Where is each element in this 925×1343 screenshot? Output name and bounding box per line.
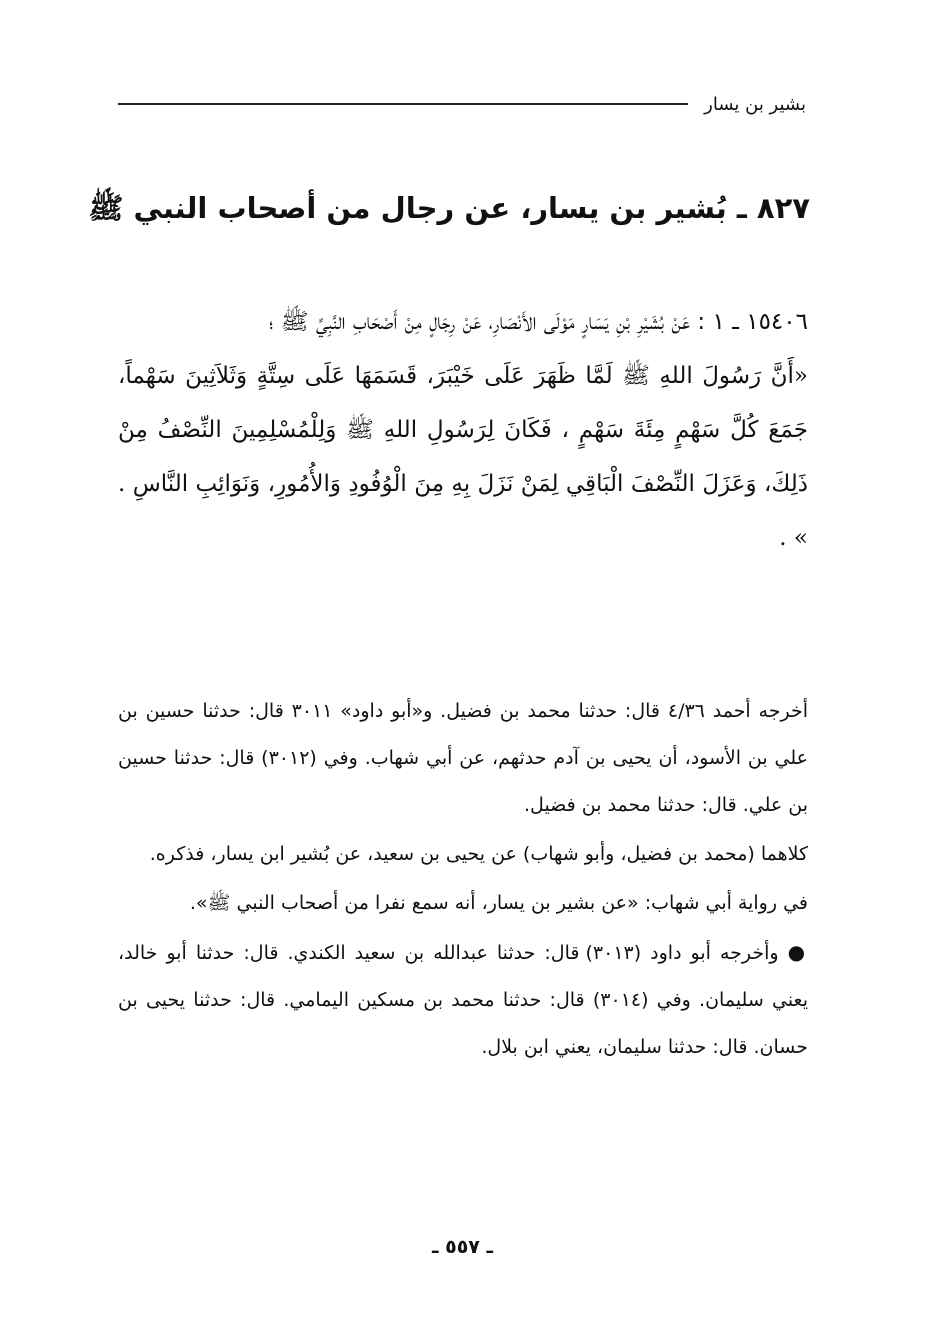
hadith-isnad: عَنْ بُشَيْرِ بْنِ يَسَارٍ مَوْلَى الأَنْصَارِ، عَنْ رِجَالٍ مِنْ أَصْحَابِ النَّبِيِّ ﷺ ؛: [268, 309, 691, 335]
bullet-icon: ●: [787, 940, 809, 964]
header-rule: [118, 103, 688, 105]
running-header: [118, 92, 806, 116]
note-paragraph-1: أخرجه أحمد ٤/٣٦ قال: حدثنا محمد بن فضيل. و«أبو داود» ٣٠١١ قال: حدثنا حسين بن علي بن الأسود، أن يحيى بن آدم حدثهم، عن أبي شهاب. وفي (٣٠١٢) قال: حدثنا حسين بن علي. قال: حدثنا محمد بن فضيل.: [118, 700, 809, 816]
note-paragraph-4: [118, 929, 808, 1071]
note-paragraph-2: كلاهما (محمد بن فضيل، وأبو شهاب) عن يحيى بن سعيد، عن بُشير ابن يسار، فذكره.: [149, 843, 808, 865]
hadith-matn: «أَنَّ رَسُولَ اللهِ ﷺ لَمَّا ظَهَرَ عَلَى خَيْبَرَ، قَسَمَهَا عَلَى سِتَّةٍ وَثَلاَثِينَ سَهْماً، جَمَعَ كُلَّ سَهْمٍ مِئَةَ سَهْمٍ ، فَكَانَ لِرَسُولِ اللهِ ﷺ وَلِلْمُسْلِمِينَ النِّصْفُ مِنْ ذَلِكَ، وَعَزَلَ النِّصْفَ الْبَاقِي لِمَنْ نَزَلَ بِهِ مِنَ الْوُفُودِ وَالأُمُورِ، وَنَوَائِبِ النَّاسِ . » .: [118, 363, 808, 551]
note-paragraph-4-text: وأخرجه أبو داود (٣٠١٣) قال: حدثنا عبدالله بن سعيد الكندي. قال: حدثنا أبو خالد، يعني سليمان. وفي (٣٠١٤) قال: حدثنا محمد بن مسكين اليمامي. قال: حدثنا يحيى بن حسان. قال: حدثنا سليمان، يعني ابن بلال.: [118, 942, 809, 1058]
takhrij-notes: [118, 688, 808, 1071]
page-number: ـ ٥٥٧ ـ: [431, 1236, 493, 1258]
hadith-text: [118, 295, 808, 565]
note-paragraph-3: في رواية أبي شهاب: «عن بشير بن يسار، أنه سمع نفرا من أصحاب النبي ﷺ».: [189, 892, 808, 914]
chapter-title: ٨٢٧ ـ بُشير بن يسار، عن رجال من أصحاب النبي ﷺ: [88, 191, 810, 225]
hadith-number: ١٥٤٠٦ ـ ١ :: [697, 309, 808, 335]
running-title: بشير بن يسار: [704, 93, 806, 115]
hadith-isnad-paragraph: [118, 295, 808, 349]
